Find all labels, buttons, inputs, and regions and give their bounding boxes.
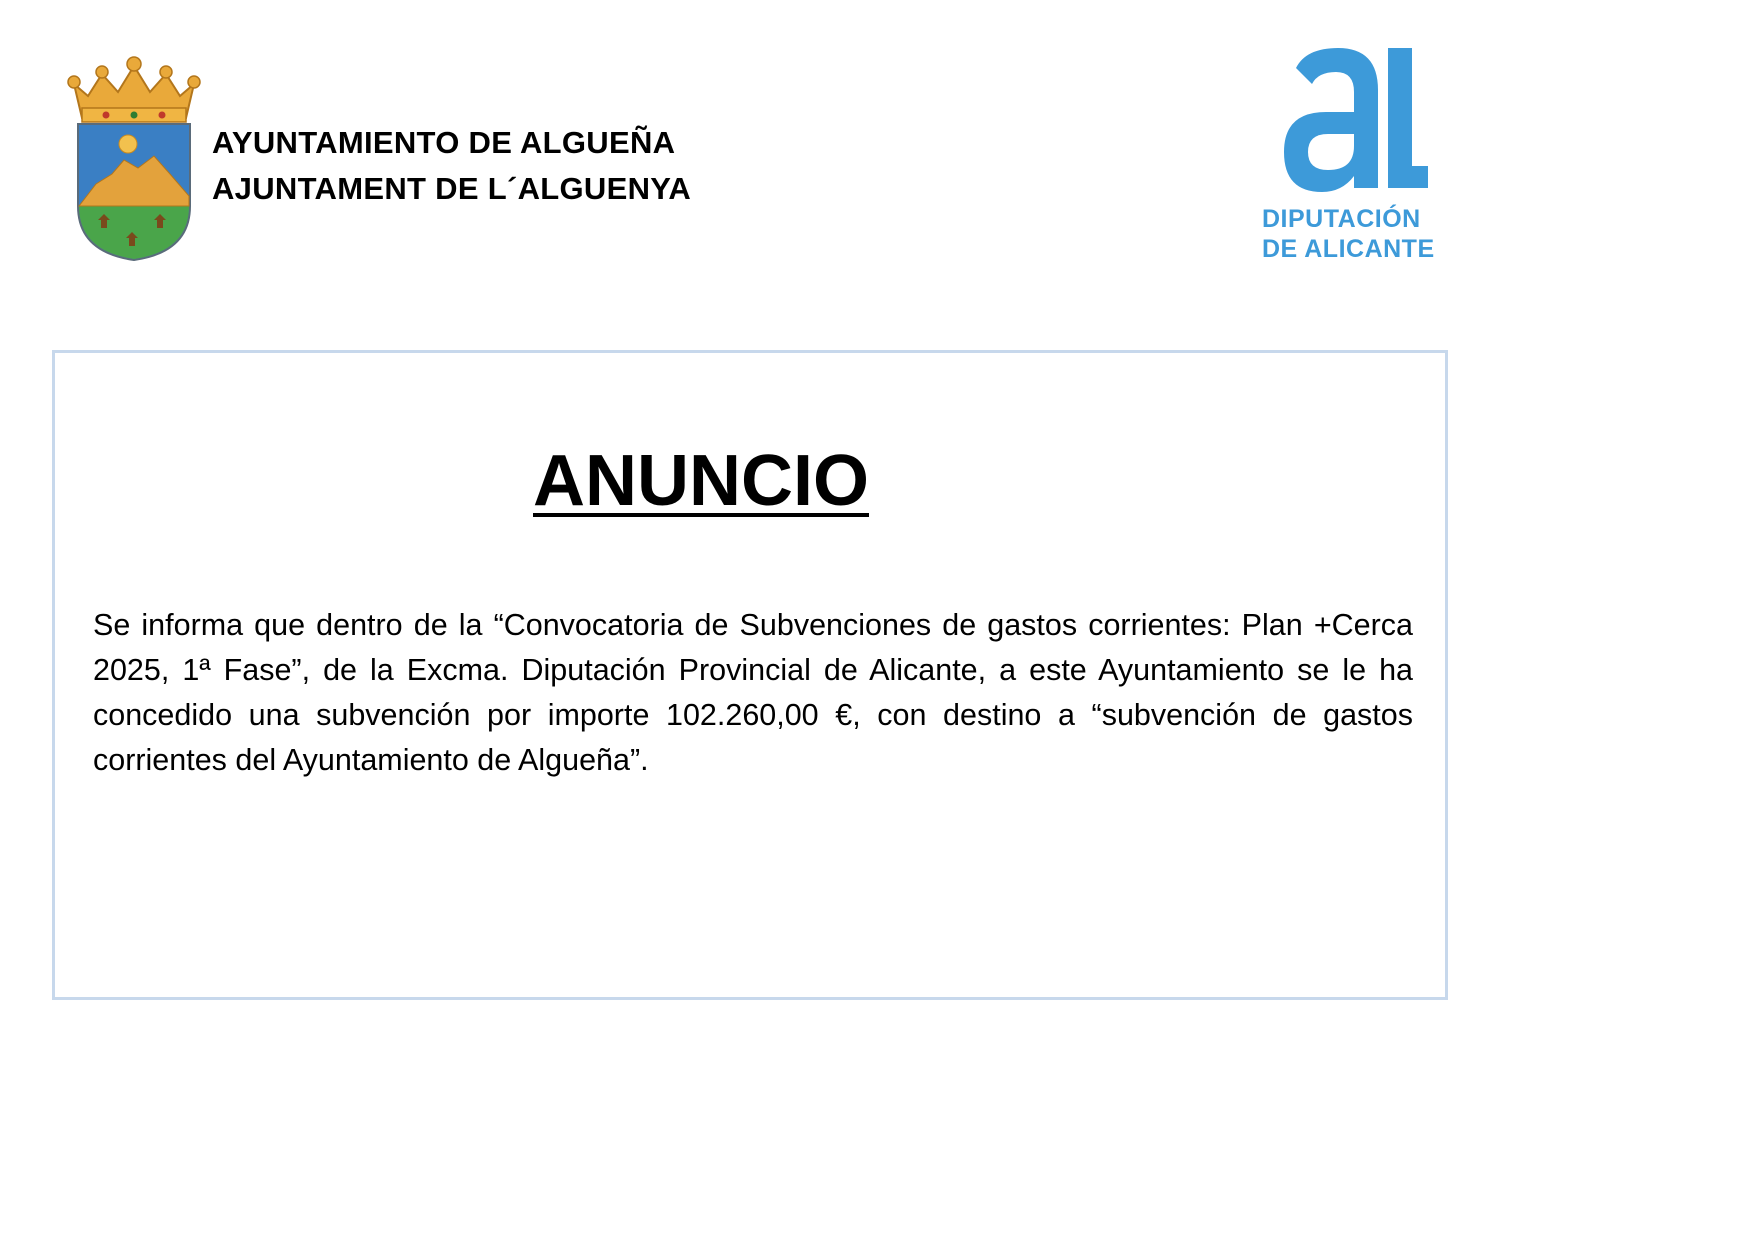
diputacion-logo-icon — [1276, 46, 1436, 196]
notice-title: ANUNCIO — [533, 441, 869, 521]
municipality-name-val: AJUNTAMENT DE L´ALGUENYA — [212, 171, 692, 206]
diputacion-name — [1262, 204, 1452, 264]
municipality-name-es: AYUNTAMIENTO DE ALGUEÑA — [212, 125, 676, 160]
notice-body: Se informa que dentro de la “Convocatoria de Subvenciones de gastos corrientes: Plan +Cerca 2025, 1ª Fase”, de la Excma. Diputación Provincial de Alicante, a este Ayuntamiento se le ha concedido una subvención por importe 102.260,00 €, con destino a “subvención de gastos corrientes del Ayuntamiento de Algueña”. — [93, 608, 1413, 777]
crown-icon — [68, 57, 200, 122]
diputacion-logo — [1262, 46, 1452, 264]
diputacion-name-line1: DIPUTACIÓN — [1262, 205, 1421, 233]
coat-of-arms-icon — [66, 56, 202, 262]
notice-box — [52, 350, 1448, 1000]
diputacion-name-line2: DE ALICANTE — [1262, 235, 1435, 263]
municipality-header — [212, 120, 691, 212]
